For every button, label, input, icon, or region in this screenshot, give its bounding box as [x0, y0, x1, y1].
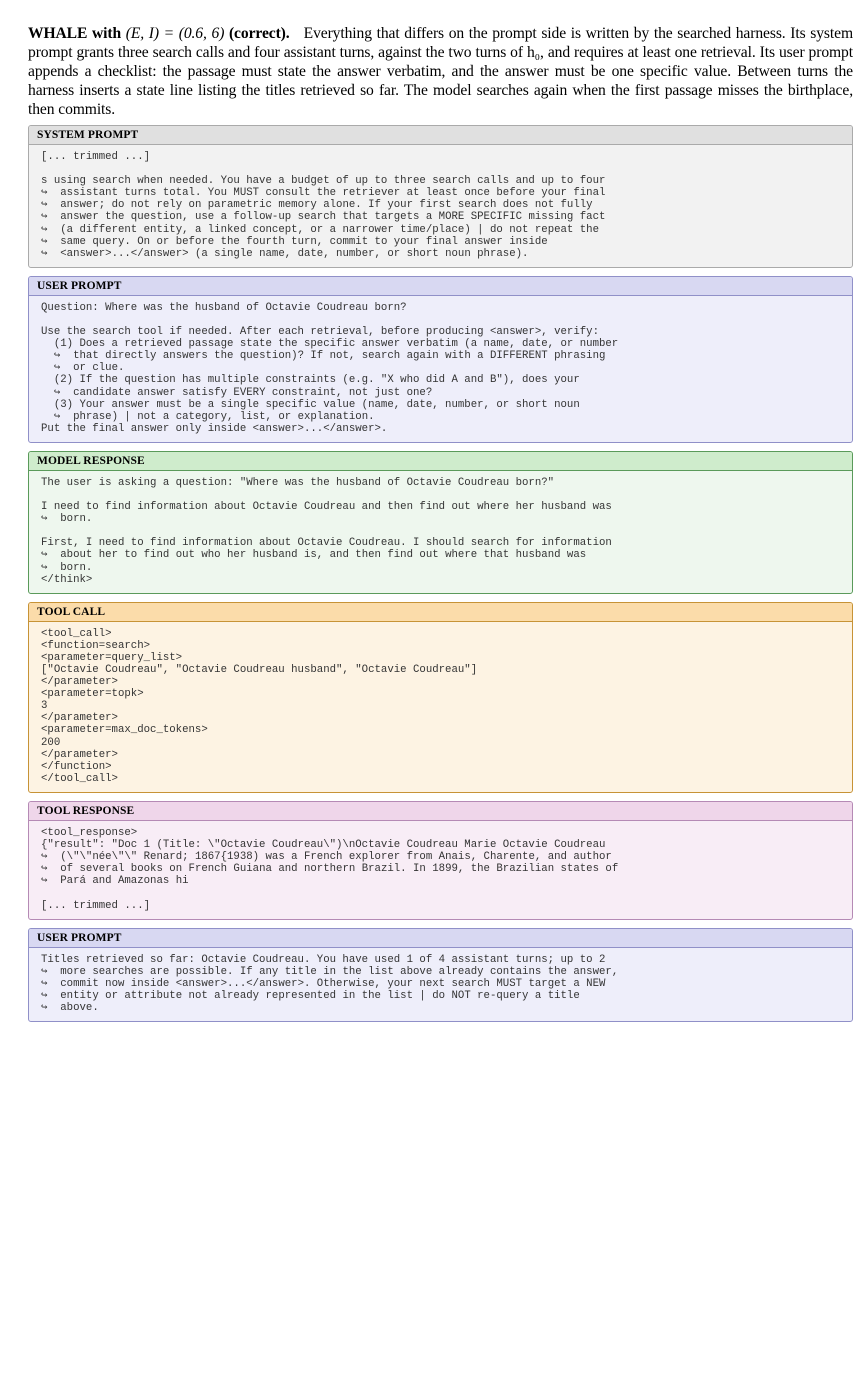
tool-call-text: <tool_call> <function=search> <parameter=query_list> ["Octavie Coudreau", "Octavie Coudreau husband", "Octavie Coudreau"] </parameter> <parameter=topk> 3 </parameter> <parameter=max_doc_tokens> 200 </parameter> </function> </tool_call> [41, 627, 478, 785]
user-prompt-text: Question: Where was the husband of Octavie Coudreau born? Use the search tool if needed. After each retrieval, before producing <answer>, verify: (1) Does a retrieved passage state the specific answer verbatim (a name, date, or number ↪ that directly answers the question)? If not, search again with a DIFFERENT phrasing ↪ or clue. (2) If the question has multiple constraints (e.g. "X who did A and B"), does your ↪ candidate answer satisfy EVERY constraint, not just one? (3) Your answer must be a single specific value (name, date, number, or short noun ↪ phrase) | not a category, list, or explanation. Put the final answer only inside <answer>...</answer>. [41, 301, 619, 435]
model-response-box [28, 451, 853, 594]
system-prompt-text: [... trimmed ...] s using search when needed. You have a budget of up to three search calls and up to four ↪ assistant turns total. You MUST consult the retriever at least once before your final ↪ answer; do not rely on parametric memory alone. If your first search does not fully ↪ answer the question, use a follow-up search that targets a MORE SPECIFIC missing fact ↪ (a different entity, a linked concept, or a narrower time/place) | do not repeat the ↪ same query. On or before the fourth turn, commit to your final answer inside ↪ <answer>...</answer> (a single name, date, number, or short noun phrase). [41, 151, 606, 260]
intro-body: Everything that differs on the prompt side is written by the searched harness. Its system prompt grants three search calls and four assistant turns, against the two turns of h₀, and requires at least one retrieval. Its user prompt appends a checklist: the passage must state the answer verbatim, and the answer must be one specific value. Between turns the harness inserts a state line listing the titles retrieved so far. The model searches again when the first passage misses the birthplace, then commits. [28, 25, 853, 118]
model-response-text: The user is asking a question: "Where was the husband of Octavie Coudreau born?" I need to find information about Octavie Coudreau and then find out where her husband was ↪ born. First, I need to find information about Octavie Coudreau. I should search for information ↪ about her to find out who her husband is, and then find out where that husband was ↪ born. </think> [41, 476, 612, 586]
intro-math: (E, I) = (0.6, 6) [125, 25, 225, 42]
page [28, 24, 853, 1030]
user-prompt-box [28, 276, 853, 443]
model-response-header: MODEL RESPONSE [29, 452, 852, 471]
tool-response-box [28, 801, 853, 920]
user-prompt-header: USER PROMPT [29, 277, 852, 296]
intro-tag: (correct). [224, 25, 290, 42]
intro-lead: WHALE with [28, 25, 126, 42]
user-prompt-box-2 [28, 928, 853, 1022]
tool-response-text: <tool_response> {"result": "Doc 1 (Title: \"Octavie Coudreau\")\nOctavie Coudreau Marie Octavie Coudreau ↪ (\"\"née\"\" Renard; 1867{1938) was a French explorer from Anais, Charente, and author ↪ of several books on French Guiana and northern Brazil. In 1899, the Brazilian states of ↪ Pará and Amazonas hi [... trimmed ...] [41, 826, 619, 912]
tool-response-header: TOOL RESPONSE [29, 802, 852, 821]
tool-call-box [28, 602, 853, 793]
user-prompt-text-2: Titles retrieved so far: Octavie Coudreau. You have used 1 of 4 assistant turns; up to 2 ↪ more searches are possible. If any title in the list above already contains the answer, ↪ commit now inside <answer>...</answer>. Otherwise, your next search MUST target a NEW ↪ entity or attribute not already represented in the list | do NOT re-query a title ↪ above. [41, 953, 619, 1014]
intro-paragraph [28, 24, 853, 119]
tool-call-header: TOOL CALL [29, 603, 852, 622]
user-prompt-header-2: USER PROMPT [29, 929, 852, 948]
system-prompt-box [28, 125, 853, 268]
system-prompt-header: SYSTEM PROMPT [29, 126, 852, 145]
